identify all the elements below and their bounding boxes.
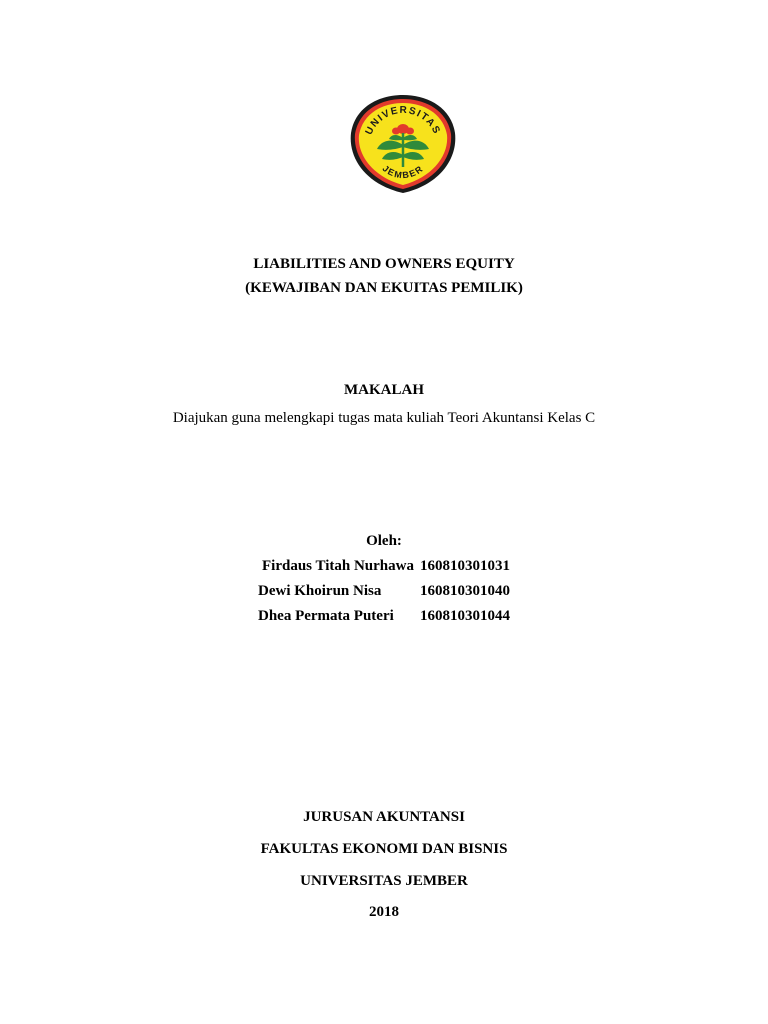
author-name: Dewi Khoirun Nisa xyxy=(258,583,382,599)
university-logo xyxy=(347,93,459,195)
author-name: Firdaus Titah Nurhawa xyxy=(262,558,414,574)
department-name: JURUSAN AKUNTANSI xyxy=(303,809,465,825)
university-name: UNIVERSITAS JEMBER xyxy=(300,873,468,889)
logo-arc-top-text: UNIVERSITAS xyxy=(363,104,443,137)
author-name: Dhea Permata Puteri xyxy=(258,608,394,624)
document-subtitle: (KEWAJIBAN DAN EKUITAS PEMILIK) xyxy=(245,280,523,296)
author-id: 160810301031 xyxy=(420,558,510,574)
document-year: 2018 xyxy=(369,904,399,920)
author-id: 160810301040 xyxy=(420,583,510,599)
faculty-name: FAKULTAS EKONOMI DAN BISNIS xyxy=(260,841,508,857)
logo-arc-bottom-text: JEMBER xyxy=(380,163,426,181)
author-id: 160810301044 xyxy=(420,608,510,624)
authors-heading: Oleh: xyxy=(366,533,402,549)
makalah-description: Diajukan guna melengkapi tugas mata kuliah Teori Akuntansi Kelas C xyxy=(172,410,596,426)
makalah-heading: MAKALAH xyxy=(344,382,424,398)
document-title: LIABILITIES AND OWNERS EQUITY xyxy=(253,256,515,272)
